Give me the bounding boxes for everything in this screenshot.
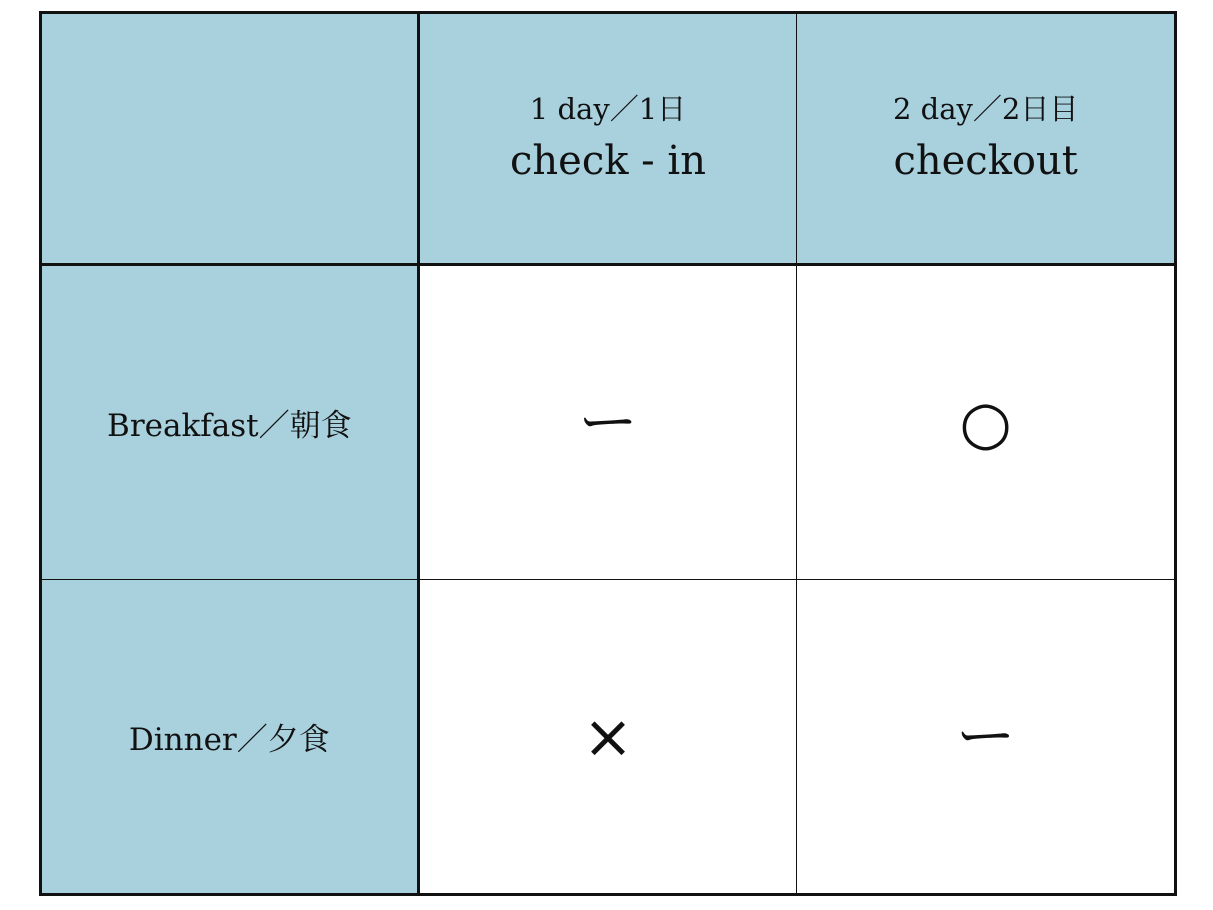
dinner-label: Dinner／夕食 — [128, 722, 330, 758]
breakfast-day-2-mark: ○ — [959, 387, 1012, 458]
day-2-event: checkout — [893, 137, 1078, 184]
breakfast-day-1-mark: ー — [577, 387, 638, 458]
day-1-event: check - in — [509, 137, 706, 184]
dinner-label-cell — [41, 580, 419, 895]
day-1-header-cell — [418, 13, 797, 265]
breakfast-label-cell — [41, 265, 419, 580]
dinner-day-2-cell — [797, 580, 1176, 895]
breakfast-row — [41, 265, 1176, 580]
meal-schedule-table — [39, 11, 1177, 896]
dinner-row — [41, 580, 1176, 895]
dinner-day-2-mark: ー — [955, 701, 1016, 772]
header-row — [41, 13, 1176, 265]
dinner-day-1-cell — [418, 580, 797, 895]
breakfast-day-2-cell — [797, 265, 1176, 580]
breakfast-day-1-cell — [418, 265, 797, 580]
breakfast-label: Breakfast／朝食 — [107, 408, 352, 444]
corner-cell — [41, 13, 419, 265]
day-2-header-cell — [797, 13, 1176, 265]
dinner-day-1-mark: × — [582, 701, 634, 772]
day-2-label: 2 day／2日目 — [892, 92, 1079, 127]
day-1-label: 1 day／1日 — [529, 92, 687, 127]
